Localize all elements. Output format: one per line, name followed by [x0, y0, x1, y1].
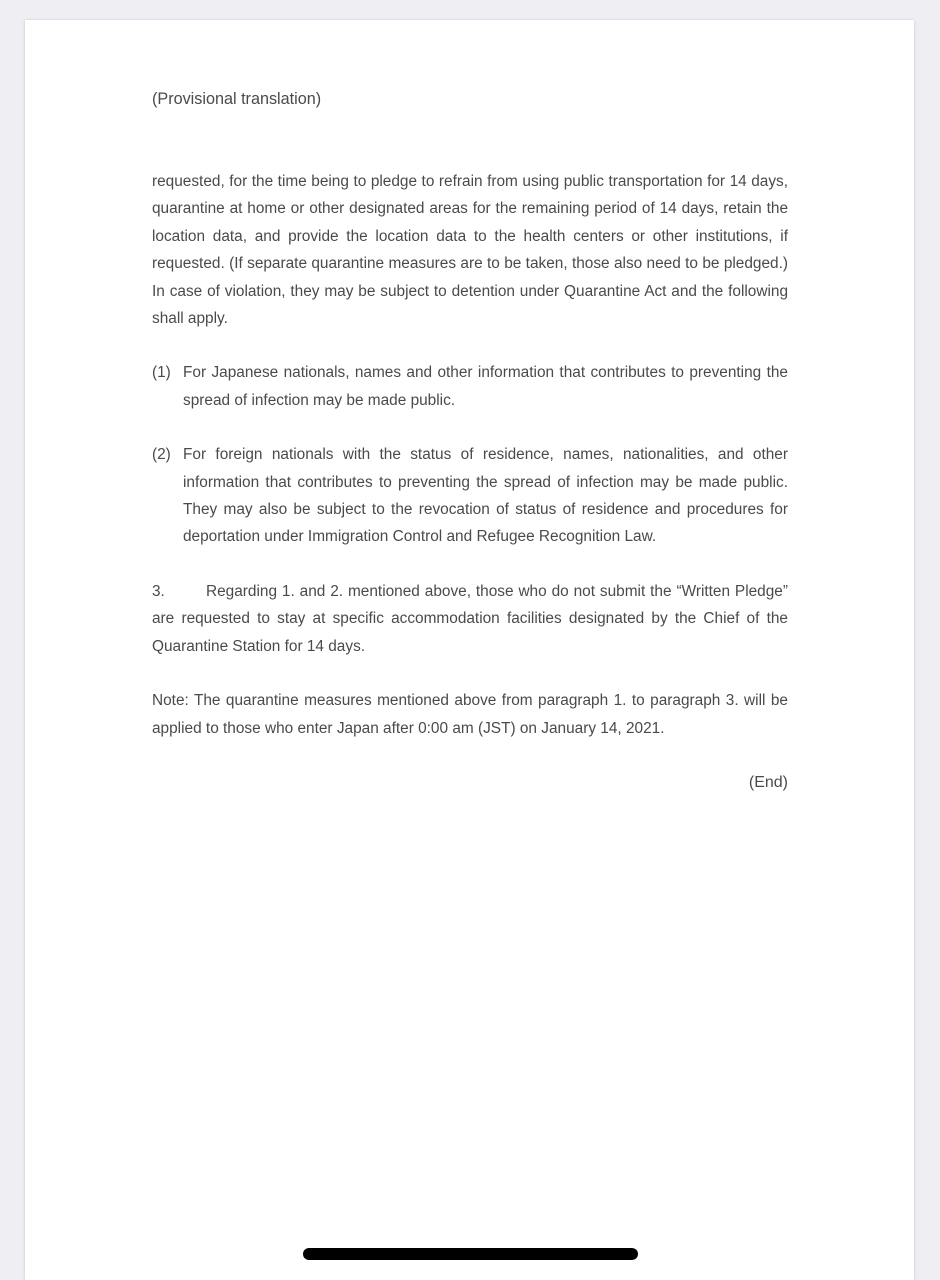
- home-indicator-bar[interactable]: [303, 1248, 638, 1260]
- list-item-2: [152, 441, 788, 551]
- list-item-2-text: For foreign nationals with the status of residence, names, nationalities, and other information that contributes to preventing the spread of infection may be made public. They may also be subject to the revocation of status of residence and procedures for deportation under Immigration Control and Refugee Recognition Law.: [183, 446, 788, 546]
- list-item-1: [152, 359, 788, 414]
- document-page: [25, 20, 914, 1280]
- list-item-1-number: (1): [152, 364, 171, 382]
- end-marker: (End): [748, 773, 788, 791]
- point-3-number: 3.: [152, 582, 165, 600]
- document-heading: (Provisional translation): [152, 90, 322, 108]
- intro-paragraph: requested, for the time being to pledge to refrain from using public transportation for 14 days, quarantine at home or other designated areas for the remaining period of 14 days, retain the location data, and provide the location data to the health centers or other institutions, if requested. (If separate quarantine measures are to be taken, those also need to be pledged.) In case of violation, they may be subject to detention under Quarantine Act and the following shall apply.: [152, 173, 788, 328]
- note-paragraph: Note: The quarantine measures mentioned above from paragraph 1. to paragraph 3. will be applied to those who enter Japan after 0:00 am (JST) on January 14, 2021.: [152, 692, 788, 737]
- document-content: [152, 86, 788, 812]
- list-item-2-number: (2): [152, 446, 171, 464]
- point-3-text: Regarding 1. and 2. mentioned above, those who do not submit the “Written Pledge” are requested to stay at specific accommodation facilities designated by the Chief of the Quarantine Station for 14 days.: [152, 582, 788, 655]
- point-3-paragraph: [152, 578, 788, 660]
- list-item-1-text: For Japanese nationals, names and other information that contributes to preventing the spread of infection may be made public.: [183, 364, 788, 409]
